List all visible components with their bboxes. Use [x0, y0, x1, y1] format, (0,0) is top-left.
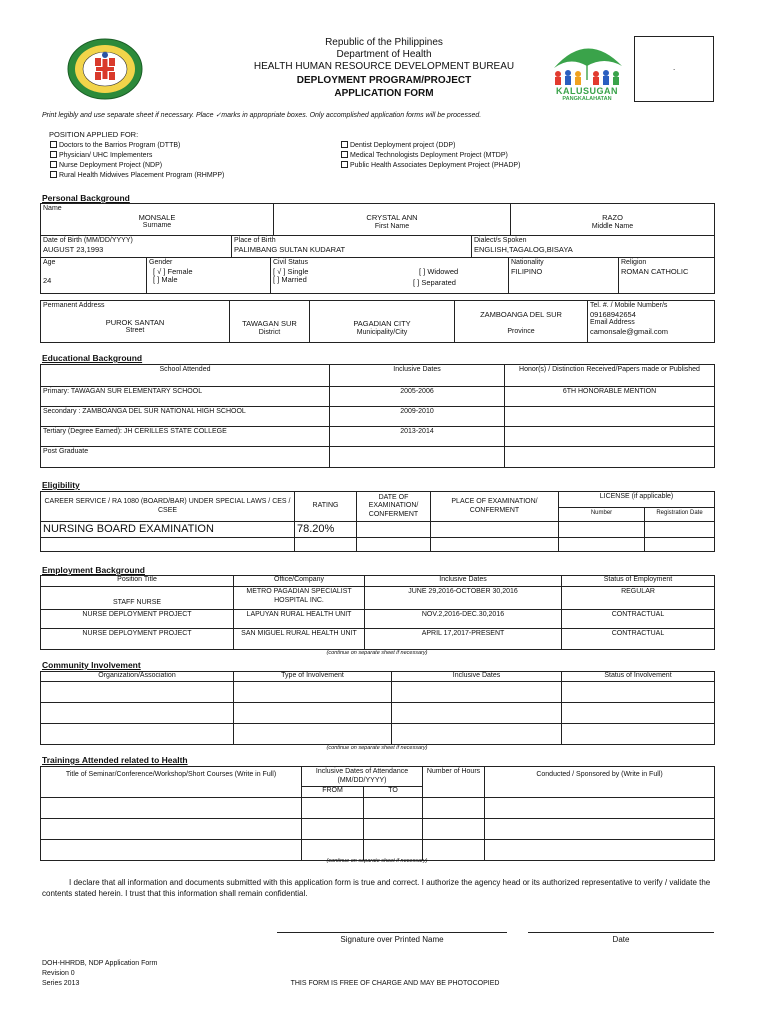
employment-table — [40, 575, 715, 650]
street-cell — [41, 301, 230, 343]
photo-box — [634, 36, 714, 102]
header-program: DEPLOYMENT PROGRAM/PROJECT — [296, 75, 472, 86]
first-name-cell — [274, 204, 511, 236]
address-table — [40, 300, 715, 343]
community-section-title: Community Involvement — [42, 660, 141, 670]
trainings-empty-cell[interactable] — [41, 819, 302, 840]
eligibility-rating-value[interactable]: 78.20% — [295, 522, 357, 538]
position-right-list — [341, 141, 520, 171]
community-empty-cell[interactable] — [562, 724, 715, 745]
kalusugan-logo-text: KALUSUGAN — [556, 86, 618, 96]
employment-office-2[interactable]: LAPUYAN RURAL HEALTH UNIT — [234, 610, 365, 629]
eligibility-header-date: DATE OF EXAMINATION/ CONFERMENT — [357, 492, 431, 522]
address-label: Permanent Address — [43, 302, 105, 309]
position-label: Public Health Associates Deployment Project (PHADP) — [350, 162, 521, 169]
employment-section-title: Employment Background — [42, 565, 145, 575]
pob-value[interactable]: PALIMBANG SULTAN KUDARAT — [234, 244, 346, 254]
eligibility-empty-cell[interactable] — [295, 538, 357, 552]
nationality-value[interactable]: FILIPINO — [511, 266, 543, 276]
education-school-secondary[interactable]: Secondary : ZAMBOANGA DEL SUR NATIONAL HIGH SCHOOL — [41, 407, 330, 427]
civil-married-option[interactable]: [ ] Married — [273, 275, 307, 284]
district-value[interactable]: TAWAGAN SUR — [242, 319, 297, 328]
community-empty-cell[interactable] — [392, 724, 562, 745]
trainings-continue-note: (continue on separate sheet if necessary) — [326, 858, 428, 864]
header-republic: Republic of the Philippines — [325, 37, 443, 48]
district-label: District — [258, 328, 281, 336]
community-header-status: Status of Involvement — [562, 672, 715, 682]
community-empty-cell[interactable] — [41, 724, 234, 745]
footer-free-notice: THIS FORM IS FREE OF CHARGE AND MAY BE PHOTOCOPIED — [290, 980, 500, 987]
trainings-empty-cell[interactable] — [423, 798, 485, 819]
contact-cell — [588, 301, 715, 343]
education-header-school: School Attended — [41, 365, 330, 387]
dialect-label: Dialect/s Spoken — [474, 237, 527, 244]
civil-single-option[interactable]: [ √ ] Single — [273, 266, 309, 276]
education-dates-postgrad[interactable] — [330, 447, 505, 468]
eligibility-header-number: Number — [559, 508, 645, 522]
employment-position-1[interactable]: STAFF NURSE — [41, 587, 234, 610]
pob-label: Place of Birth — [234, 237, 276, 244]
table-row — [41, 407, 715, 427]
education-school-postgrad[interactable]: Post Graduate — [41, 447, 330, 468]
middle-name-cell — [511, 204, 715, 236]
middle-name-label: Middle Name — [591, 222, 634, 230]
education-school-primary[interactable]: Primary: TAWAGAN SUR ELEMENTARY SCHOOL — [41, 387, 330, 407]
footer-form-code: DOH-HHRDB, NDP Application Form — [42, 960, 158, 967]
trainings-header-from: FROM — [302, 787, 364, 798]
eligibility-regdate-value[interactable] — [645, 522, 715, 538]
community-header-type: Type of Involvement — [234, 672, 392, 682]
age-cell — [41, 258, 147, 294]
eligibility-empty-cell[interactable] — [559, 538, 645, 552]
city-value[interactable]: PAGADIAN CITY — [353, 319, 411, 328]
community-empty-cell[interactable] — [234, 682, 392, 703]
position-label: Nurse Deployment Project (NDP) — [59, 162, 163, 169]
position-option-phadp[interactable] — [341, 161, 520, 171]
tel-value[interactable]: 09168942654 — [590, 309, 636, 319]
position-label: Rural Health Midwives Placement Program (RHMPP) — [59, 172, 225, 179]
trainings-section-title: Trainings Attended related to Health — [42, 755, 188, 765]
dialect-cell — [472, 236, 715, 258]
education-header-dates: Inclusive Dates — [330, 365, 505, 387]
employment-position-3[interactable]: NURSE DEPLOYMENT PROJECT — [41, 629, 234, 650]
street-label: Street — [125, 327, 145, 334]
community-empty-cell[interactable] — [392, 703, 562, 724]
table-row — [41, 629, 715, 650]
first-name-value[interactable]: CRYSTAL ANN — [366, 213, 418, 222]
checkbox[interactable] — [50, 161, 57, 168]
position-label: Doctors to the Barrios Program (DTTB) — [59, 142, 181, 149]
table-row — [41, 387, 715, 407]
community-empty-cell[interactable] — [392, 682, 562, 703]
table-row — [41, 522, 715, 538]
trainings-empty-cell[interactable] — [485, 798, 715, 819]
declaration-text: I declare that all information and documents submitted with this application form is true and correct. I authorize the agency head or its authorized representative to verify / validate the contents stated herein. I trust that this information shall remain confidential. — [42, 878, 711, 898]
table-row — [41, 703, 715, 724]
community-empty-cell[interactable] — [41, 682, 234, 703]
position-option-ndp[interactable] — [50, 161, 224, 171]
header-bureau: HEALTH HUMAN RESOURCE DEVELOPMENT BUREAU — [253, 61, 515, 72]
gender-cell — [147, 258, 271, 294]
name-label: Name — [43, 205, 62, 212]
kalusugan-logo-subtext: PANGKALAHATAN — [562, 96, 612, 102]
district-cell — [230, 301, 310, 343]
trainings-table — [40, 766, 715, 861]
checkbox[interactable] — [341, 141, 348, 148]
surname-label: Surname — [142, 222, 172, 229]
trainings-empty-cell[interactable] — [364, 819, 423, 840]
employment-status-1[interactable]: REGULAR — [562, 587, 715, 610]
age-value[interactable]: 24 — [43, 275, 52, 285]
date-line — [528, 932, 714, 933]
table-row — [41, 682, 715, 703]
tel-label: Tel. #. / Mobile Number/s — [590, 302, 668, 309]
trainings-empty-cell[interactable] — [423, 819, 485, 840]
trainings-header-hours: Number of Hours — [423, 767, 485, 798]
dob-cell — [41, 236, 232, 258]
dob-label: Date of Birth (MM/DD/YYYY) — [43, 237, 133, 244]
pob-cell — [232, 236, 472, 258]
religion-label: Religion — [621, 259, 647, 266]
eligibility-exam-value[interactable]: NURSING BOARD EXAMINATION — [41, 522, 295, 538]
position-label: Physician/ UHC Implementers — [59, 152, 153, 159]
dialect-value[interactable]: ENGLISH,TAGALOG,BISAYA — [474, 244, 573, 254]
status-table — [40, 257, 715, 294]
trainings-header-conducted: Conducted / Sponsored by (Write in Full) — [485, 767, 715, 798]
footer-revision: Revision 0 — [42, 970, 75, 977]
name-table — [40, 203, 715, 236]
civil-separated-option[interactable]: [ ] Separated — [413, 278, 456, 287]
checkbox[interactable] — [50, 141, 57, 148]
education-section-title: Educational Background — [42, 353, 143, 363]
employment-status-2[interactable]: CONTRACTUAL — [562, 610, 715, 629]
date-label: Date — [612, 935, 630, 944]
table-row — [41, 538, 715, 552]
eligibility-table — [40, 491, 715, 552]
education-header-honors: Honor(s) / Distinction Received/Papers made or Published — [505, 365, 715, 387]
religion-value[interactable]: ROMAN CATHOLIC — [621, 266, 689, 276]
dob-value[interactable]: AUGUST 23,1993 — [43, 244, 104, 254]
signature-line — [277, 932, 507, 933]
community-empty-cell[interactable] — [41, 703, 234, 724]
eligibility-header-place: PLACE OF EXAMINATION/ CONFERMENT — [431, 492, 559, 522]
community-header-dates: Inclusive Dates — [392, 672, 562, 682]
signature-label: Signature over Printed Name — [340, 935, 444, 944]
education-dates-secondary[interactable]: 2009-2010 — [330, 407, 505, 427]
eligibility-header-rating: RATING — [295, 492, 357, 522]
employment-dates-3[interactable]: APRIL 17,2017-PRESENT — [365, 629, 562, 650]
trainings-header-dates: Inclusive Dates of Attendance (MM/DD/YYYY) — [302, 767, 423, 787]
checkbox[interactable] — [341, 151, 348, 158]
eligibility-header-regdate: Registration Date — [645, 508, 715, 522]
education-dates-primary[interactable]: 2005-2006 — [330, 387, 505, 407]
eligibility-empty-cell[interactable] — [41, 538, 295, 552]
city-cell — [310, 301, 455, 343]
community-empty-cell[interactable] — [234, 724, 392, 745]
gender-female-option[interactable]: [ √ ] Female — [153, 266, 193, 276]
table-row — [41, 724, 715, 745]
header-department: Department of Health — [336, 49, 432, 60]
employment-header-office: Office/Company — [234, 576, 365, 587]
surname-cell — [41, 204, 274, 236]
education-honor-postgrad[interactable] — [505, 447, 715, 468]
position-option-mtdp[interactable] — [341, 151, 520, 161]
position-label: Medical Technologists Deployment Project (MTDP) — [350, 152, 508, 159]
eligibility-empty-cell[interactable] — [357, 538, 431, 552]
employment-dates-2[interactable]: NOV.2,2016-DEC.30,2016 — [365, 610, 562, 629]
community-header-org: Organization/Association — [41, 672, 234, 682]
employment-continue-note: (continue on separate sheet if necessary) — [326, 650, 428, 656]
eligibility-header-service: CAREER SERVICE / RA 1080 (BOARD/BAR) UNDER SPECIAL LAWS / CES / CSEE — [41, 492, 295, 522]
street-value[interactable]: PUROK SANTAN — [105, 317, 165, 327]
eligibility-header-license: LICENSE (if applicable) — [559, 492, 715, 508]
trainings-empty-cell[interactable] — [41, 798, 302, 819]
employment-header-dates: Inclusive Dates — [365, 576, 562, 587]
table-row — [41, 610, 715, 629]
gender-male-option[interactable]: [ ] Male — [153, 275, 178, 284]
footer-series: Series 2013 — [42, 980, 80, 987]
province-value[interactable]: ZAMBOANGA DEL SUR — [480, 310, 562, 319]
employment-position-2[interactable]: NURSE DEPLOYMENT PROJECT — [41, 610, 234, 629]
table-row — [41, 427, 715, 447]
employment-office-3[interactable]: SAN MIGUEL RURAL HEALTH UNIT — [234, 629, 365, 650]
eligibility-number-value[interactable] — [559, 522, 645, 538]
middle-name-value[interactable]: RAZO — [602, 213, 623, 222]
province-label: Province — [507, 327, 535, 335]
gender-label: Gender — [149, 259, 173, 266]
province-cell — [455, 301, 588, 343]
community-continue-note: (continue on separate sheet if necessary) — [326, 745, 428, 751]
civil-status-label: Civil Status — [273, 259, 309, 266]
checkbox[interactable] — [50, 151, 57, 158]
civil-status-cell — [271, 258, 509, 294]
table-row — [41, 798, 715, 819]
community-empty-cell[interactable] — [562, 703, 715, 724]
trainings-empty-cell[interactable] — [485, 819, 715, 840]
instructions-text: Print legibly and use separate sheet if necessary. Place ✓marks in appropriate boxes. Only accomplished application forms will be processed. — [42, 112, 482, 119]
education-table — [40, 364, 715, 468]
nationality-cell — [509, 258, 619, 294]
community-empty-cell[interactable] — [562, 682, 715, 703]
trainings-empty-cell[interactable] — [302, 798, 364, 819]
email-label: Email Address — [590, 319, 635, 326]
eligibility-date-value[interactable] — [357, 522, 431, 538]
photo-box-mark: . — [673, 63, 676, 72]
trainings-header-title: Title of Seminar/Conference/Workshop/Short Courses (Write in Full) — [41, 767, 302, 798]
checkbox[interactable] — [341, 161, 348, 168]
first-name-label: First Name — [374, 222, 410, 230]
header-form-title: APPLICATION FORM — [334, 88, 434, 99]
education-dates-tertiary[interactable]: 2013-2014 — [330, 427, 505, 447]
position-label: Dentist Deployment project (DDP) — [350, 142, 456, 149]
email-value[interactable]: camonsale@gmail.com — [590, 326, 669, 336]
education-honor-secondary[interactable] — [505, 407, 715, 427]
employment-header-status: Status of Employment — [562, 576, 715, 587]
employment-office-1[interactable]: METRO PAGADIAN SPECIALIST HOSPITAL INC. — [234, 587, 365, 610]
age-label: Age — [43, 259, 56, 266]
trainings-empty-cell[interactable] — [364, 798, 423, 819]
position-option-rhmpp[interactable] — [50, 171, 224, 181]
position-option-ddp[interactable] — [341, 141, 520, 151]
education-honor-primary[interactable]: 6TH HONORABLE MENTION — [505, 387, 715, 407]
eligibility-place-value[interactable] — [431, 522, 559, 538]
city-label: Municipality/City — [356, 328, 408, 336]
birth-table — [40, 235, 715, 258]
education-honor-tertiary[interactable] — [505, 427, 715, 447]
position-heading: POSITION APPLIED FOR: — [49, 130, 139, 139]
checkbox[interactable] — [50, 171, 57, 178]
eligibility-empty-cell[interactable] — [645, 538, 715, 552]
community-empty-cell[interactable] — [234, 703, 392, 724]
employment-dates-1[interactable]: JUNE 29,2016-OCTOBER 30,2016 — [365, 587, 562, 610]
position-left-list — [50, 141, 224, 181]
eligibility-section-title: Eligibility — [42, 480, 80, 490]
eligibility-empty-cell[interactable] — [431, 538, 559, 552]
religion-cell — [619, 258, 715, 294]
trainings-empty-cell[interactable] — [302, 819, 364, 840]
table-row — [41, 587, 715, 610]
position-option-uhc[interactable] — [50, 151, 224, 161]
table-row — [41, 819, 715, 840]
position-option-dttb[interactable] — [50, 141, 224, 151]
civil-widowed-option[interactable]: [ ] Widowed — [419, 267, 459, 276]
trainings-header-to: TO — [364, 787, 423, 798]
education-school-tertiary[interactable]: Tertiary (Degree Earned): JH CERILLES STATE COLLEGE — [41, 427, 330, 447]
employment-status-3[interactable]: CONTRACTUAL — [562, 629, 715, 650]
nationality-label: Nationality — [511, 259, 544, 266]
table-row — [41, 447, 715, 468]
surname-value[interactable]: MONSALE — [138, 212, 176, 222]
community-table — [40, 671, 715, 745]
personal-section-title: Personal Background — [42, 193, 130, 203]
employment-header-position: Position Title — [41, 576, 234, 587]
